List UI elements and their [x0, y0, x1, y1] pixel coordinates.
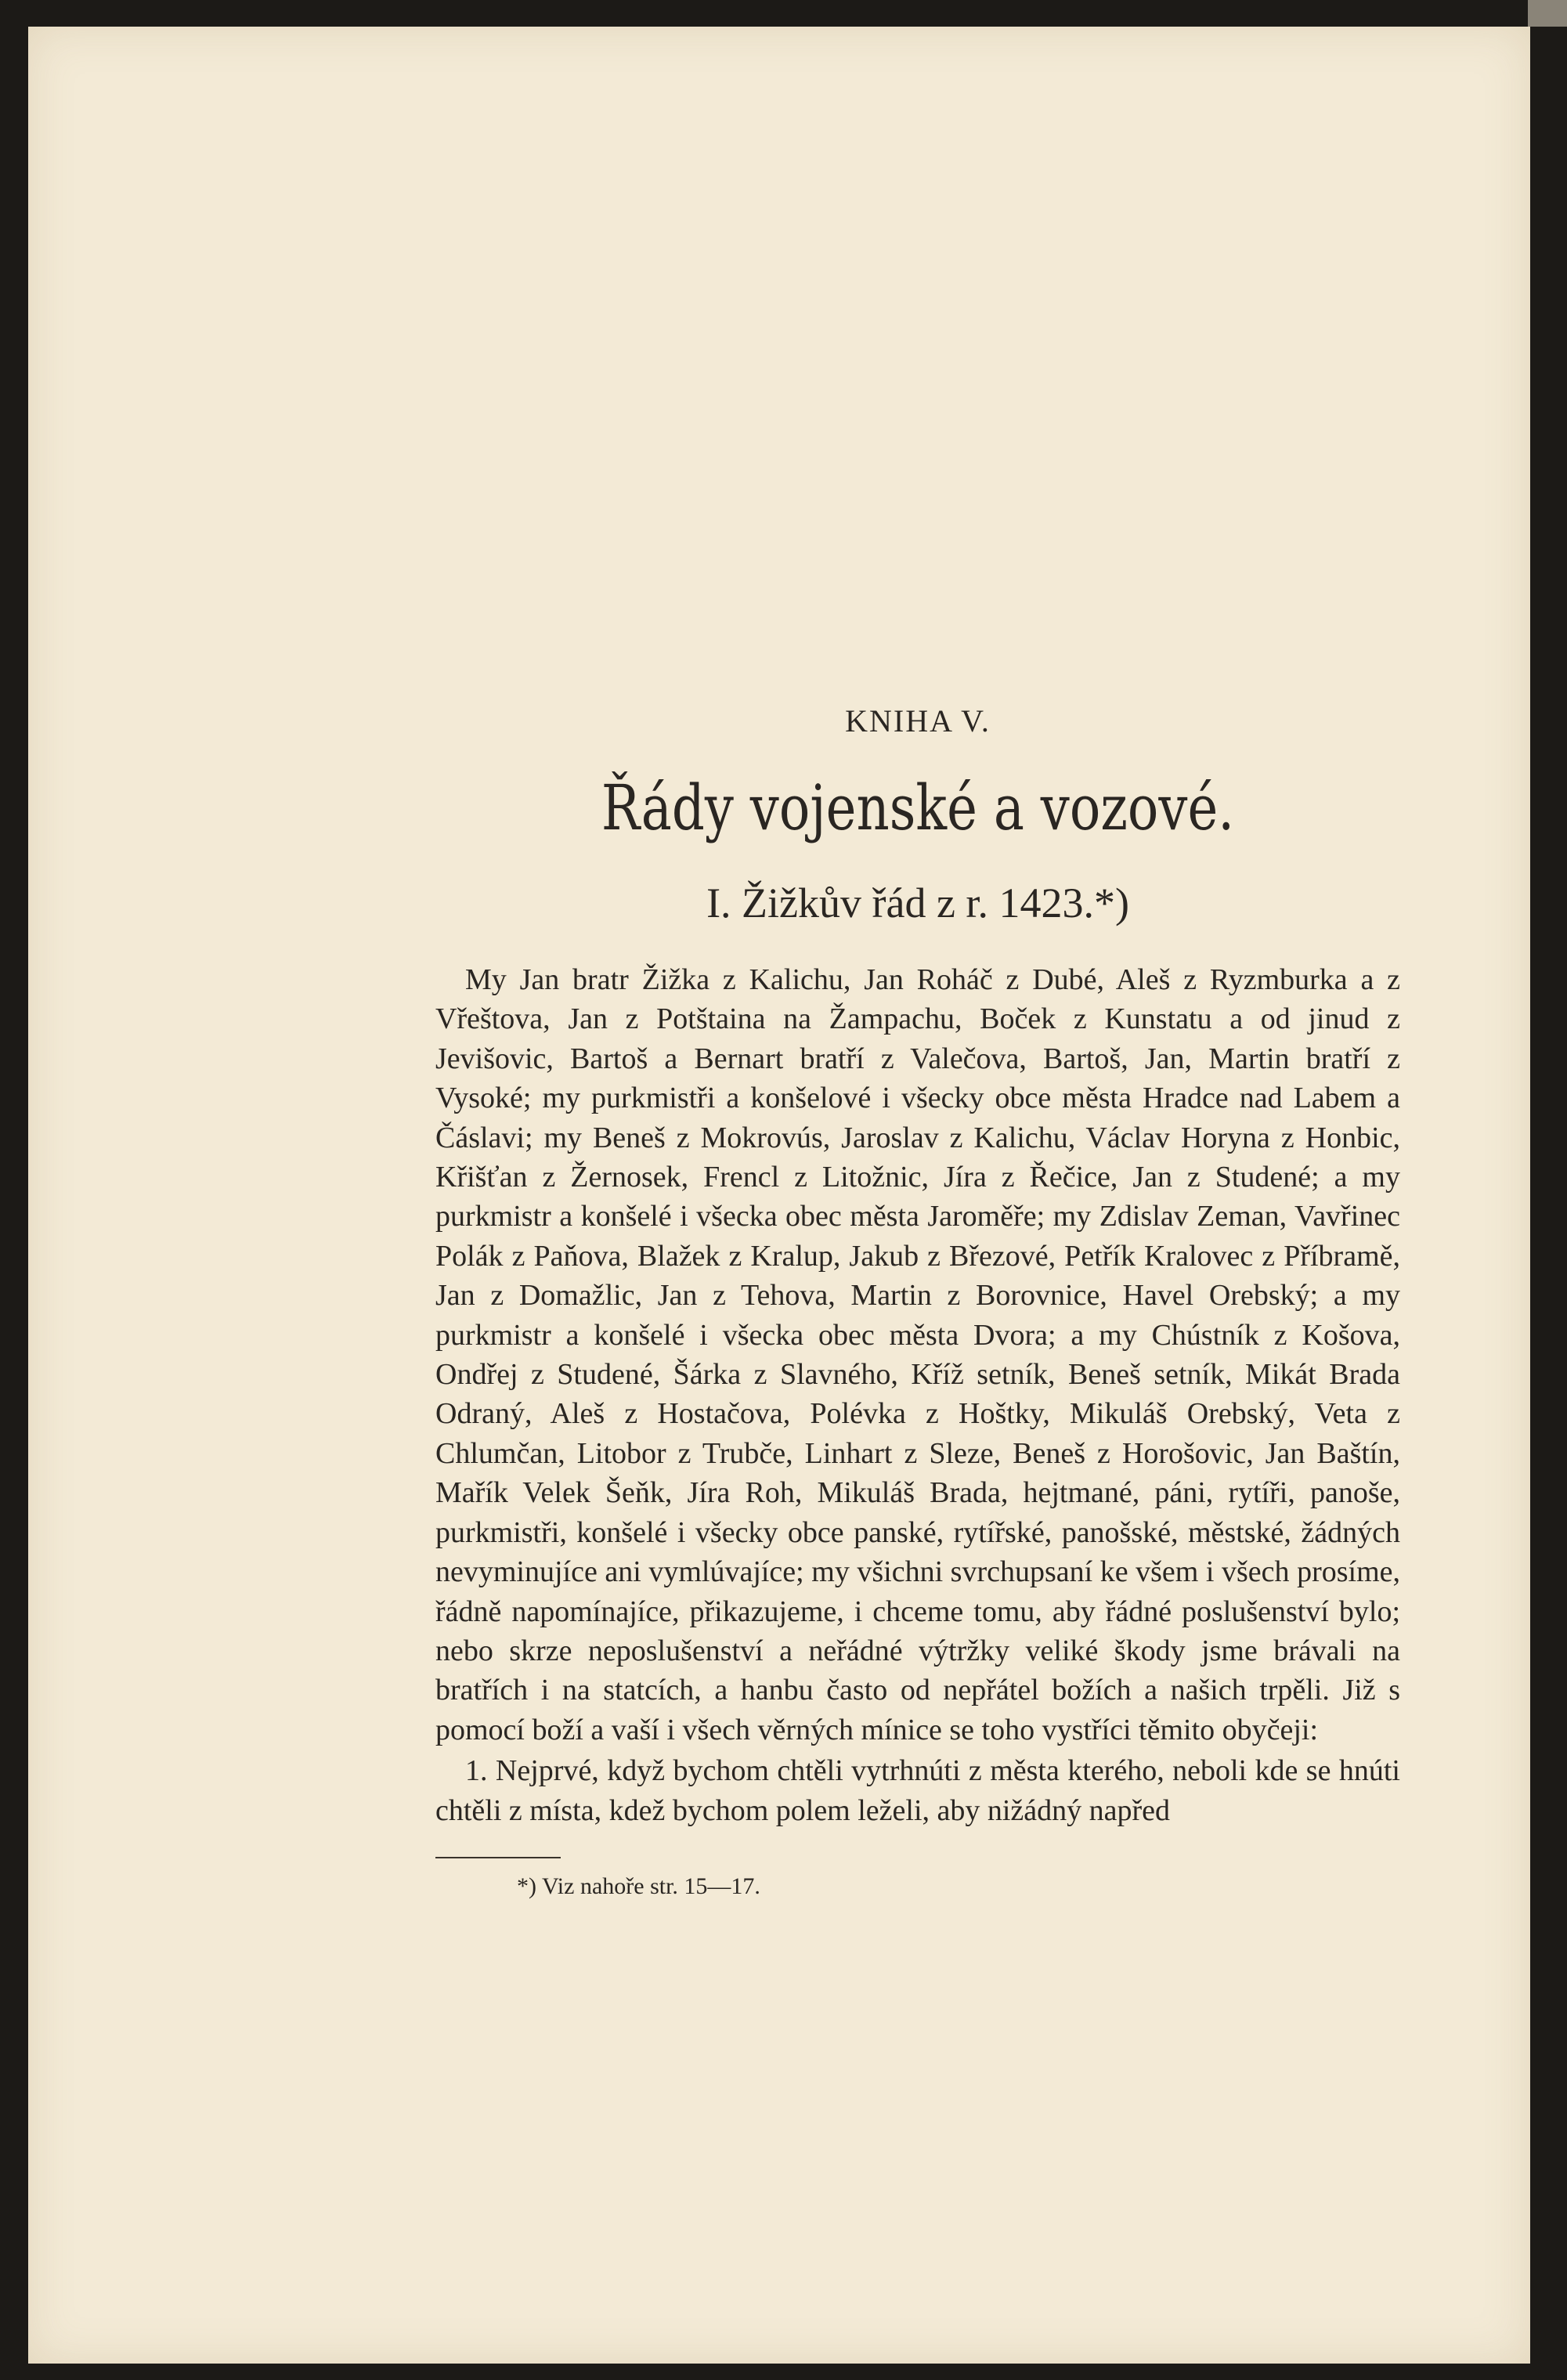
scan-edge	[1528, 0, 1567, 27]
book-page	[28, 27, 1530, 2364]
footnote: *) Viz nahoře str. 15—17.	[517, 1873, 760, 1899]
footnote-divider	[435, 1857, 561, 1858]
body-paragraph-article-1: 1. Nejprvé, když bychom chtěli vytrhnúti z města kterého, neboli kde se hnúti chtěli z místa, kdež bychom polem leželi, aby nižádný napřed	[435, 1754, 1400, 1827]
body-paragraph-intro: My Jan bratr Žižka z Kalichu, Jan Roháč z Dubé, Aleš z Ryzmburka a z Vřeštova, Jan z Potštaina na Žampachu, Boček z Kunstatu a od jinud z Jevišovic, Bartoš a Bernart bratří z Valečova, Bartoš, Jan, Martin bratří z Vysoké; my purkmistři a konšelové i všecky obce města Hradce nad Labem a Čáslavi; my Beneš z Mokrovús, Jaroslav z Kalichu, Václav Horyna z Honbic, Křišťan z Žernosek, Frencl z Litožnic, Jíra z Řečice, Jan z Studené; a my purkmistr a konšelé i všecka obec města Jaroměře; my Zdislav Zeman, Vavřinec Polák z Paňova, Blažek z Kralup, Jakub z Březové, Petřík Kralovec z Příbramě, Jan z Domažlic, Jan z Tehova, Martin z Borovnice, Havel Orebský; a my purkmistr a konšelé i všecka obec města Dvora; a my Chústník z Košova, Ondřej z Studené, Šárka z Slavného, Kříž setník, Beneš setník, Mikát Brada Odraný, Aleš z Hostačova, Polévka z Hoštky, Mikuláš Orebský, Veta z Chlumčan, Litobor z Trubče, Linhart z Sleze, Beneš z Horošovic, Jan Baštín, Mařík Velek Šeňk, Jíra Roh, Mikuláš Brada, hejtmané, páni, rytíři, panoše, purkmistři, konšelé i všecky obce panské, rytířské, panošské, městské, žádných nevyminujíce ani vymlúvajíce; my všichni svrchupsaní ke všem i všech prosíme, řádně napomínajíce, přikazujeme, i chceme tomu, aby řádné poslušenství bylo; nebo skrze neposlušenství a neřádné výtržky veliké škody jsme brávali na bratřích i na statcích, a hanbu často od nepřátel božích a našich trpěli. Již s pomocí boží a vaší i všech věrných mínice se toho vystříci těmito obyčeji:	[435, 963, 1400, 1746]
main-title: Řády vojenské a vozové.	[601, 771, 1235, 844]
book-label: KNIHA V.	[845, 703, 991, 739]
page-content	[435, 702, 1400, 1902]
section-title: I. Žižkův řád z r. 1423.*)	[706, 879, 1129, 926]
